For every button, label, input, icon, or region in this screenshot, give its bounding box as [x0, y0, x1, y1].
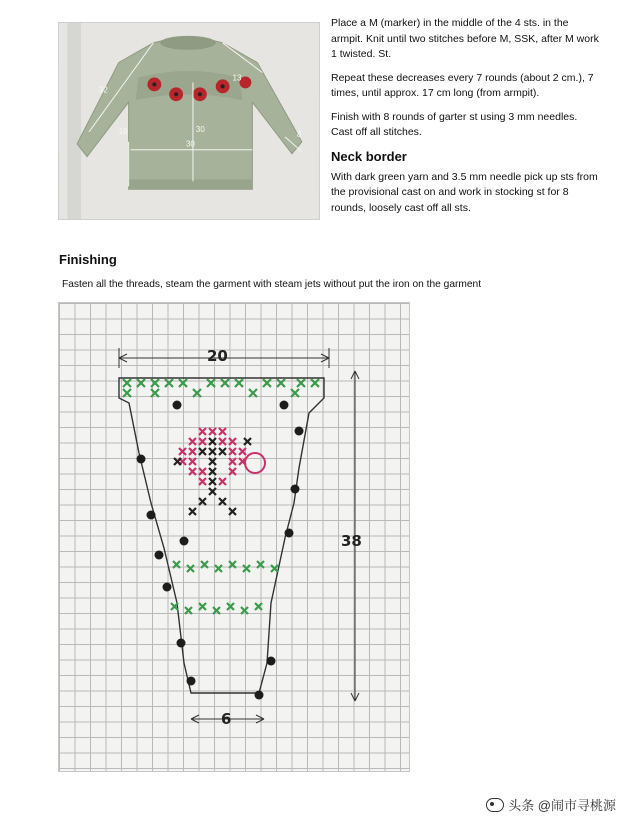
measure-8: 8 [296, 129, 302, 139]
finishing-heading: Finishing [59, 252, 117, 267]
green-stitch-rows [171, 561, 278, 614]
instructions-column [331, 16, 601, 224]
watermark-text: 头条 @闹市寻桃源 [508, 798, 616, 813]
instruction-decrease: Place a M (marker) in the middle of the 4 sts. in the armpit. Knit until two stitches before M, SSK, after M work 1 twisted. St. [331, 17, 599, 60]
measure-30-vertical: 30 [195, 124, 205, 134]
bottom-label: 6 [221, 710, 232, 728]
ladybug-head-stitch [245, 453, 265, 473]
green-stitch-top [123, 379, 319, 397]
width-label: 20 [207, 347, 228, 365]
measure-32: 32 [98, 85, 108, 95]
wechat-icon [486, 798, 504, 812]
measure-13: 13 [232, 73, 242, 83]
watermark [486, 795, 616, 814]
instruction-repeat: Repeat these decreases every 7 rounds (about 2 cm.), 7 times, until approx. 17 cm long (from armpit). [331, 71, 594, 99]
sleeve-chart-photo [58, 302, 410, 772]
neck-border-text: With dark green yarn and 3.5 mm needle pick up sts from the provisional cast on and work in stocking st for 8 rounds, loosely cast off all sts. [331, 170, 598, 214]
sweater-photo [58, 22, 320, 220]
neck-border-heading: Neck border [331, 148, 407, 164]
measure-19: 19 [118, 126, 128, 136]
instruction-finish: Finish with 8 rounds of garter st using 3 mm needles. Cast off all stitches. [331, 110, 578, 138]
sweater-illustration [59, 23, 319, 219]
finishing-text: Fasten all the threads, steam the garment with steam jets without put the iron on the garment [62, 279, 482, 290]
sleeve-chart-drawing [59, 303, 410, 772]
height-label: 38 [341, 532, 362, 550]
measure-30-horizontal: 30 [186, 139, 195, 149]
sleeve-outline [119, 378, 324, 693]
pink-stitch-ladybug [179, 428, 246, 485]
